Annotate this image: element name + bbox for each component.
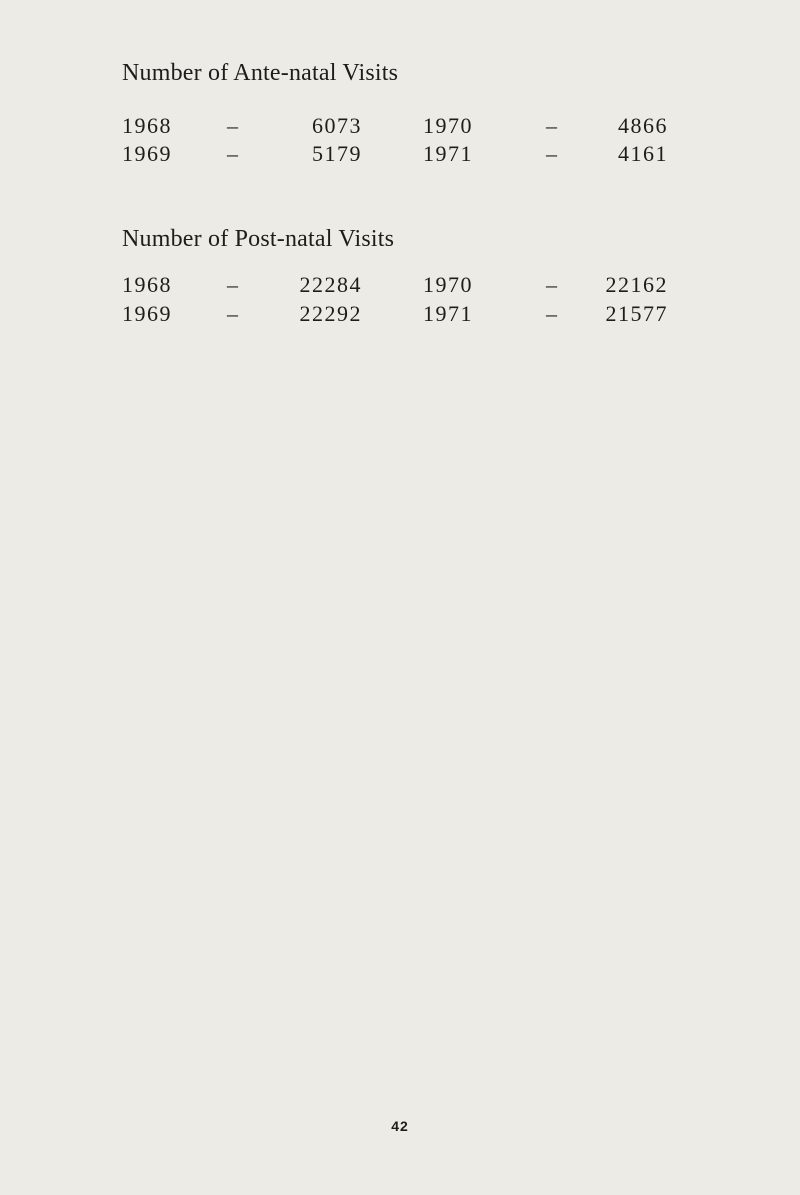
year-label: 1970 <box>423 272 473 297</box>
dash-separator: – <box>546 113 559 138</box>
year-label: 1970 <box>423 113 473 138</box>
dash-separator: – <box>227 301 240 326</box>
ante-natal-row-1969-1971 <box>0 141 800 171</box>
visit-count: 6073 <box>312 113 362 138</box>
visit-count: 22284 <box>299 272 362 297</box>
ante-natal-row-1968-1970 <box>0 113 800 143</box>
year-label: 1969 <box>122 141 172 166</box>
year-label: 1968 <box>122 272 172 297</box>
post-natal-row-1968-1970 <box>0 272 800 302</box>
visit-count: 22162 <box>605 272 668 297</box>
visit-count: 4161 <box>618 141 668 166</box>
ante-natal-visits-heading: Number of Ante-natal Visits <box>122 60 399 86</box>
dash-separator: – <box>227 272 240 297</box>
visit-count: 21577 <box>605 301 668 326</box>
year-label: 1971 <box>423 141 473 166</box>
dash-separator: – <box>227 141 240 166</box>
visit-count: 22292 <box>299 301 362 326</box>
year-label: 1969 <box>122 301 172 326</box>
page-number: 42 <box>391 1118 409 1134</box>
dash-separator: – <box>227 113 240 138</box>
visit-count: 5179 <box>312 141 362 166</box>
visit-count: 4866 <box>618 113 668 138</box>
post-natal-row-1969-1971 <box>0 301 800 331</box>
dash-separator: – <box>546 141 559 166</box>
post-natal-visits-heading: Number of Post-natal Visits <box>122 226 395 252</box>
dash-separator: – <box>546 301 559 326</box>
year-label: 1971 <box>423 301 473 326</box>
year-label: 1968 <box>122 113 172 138</box>
dash-separator: – <box>546 272 559 297</box>
